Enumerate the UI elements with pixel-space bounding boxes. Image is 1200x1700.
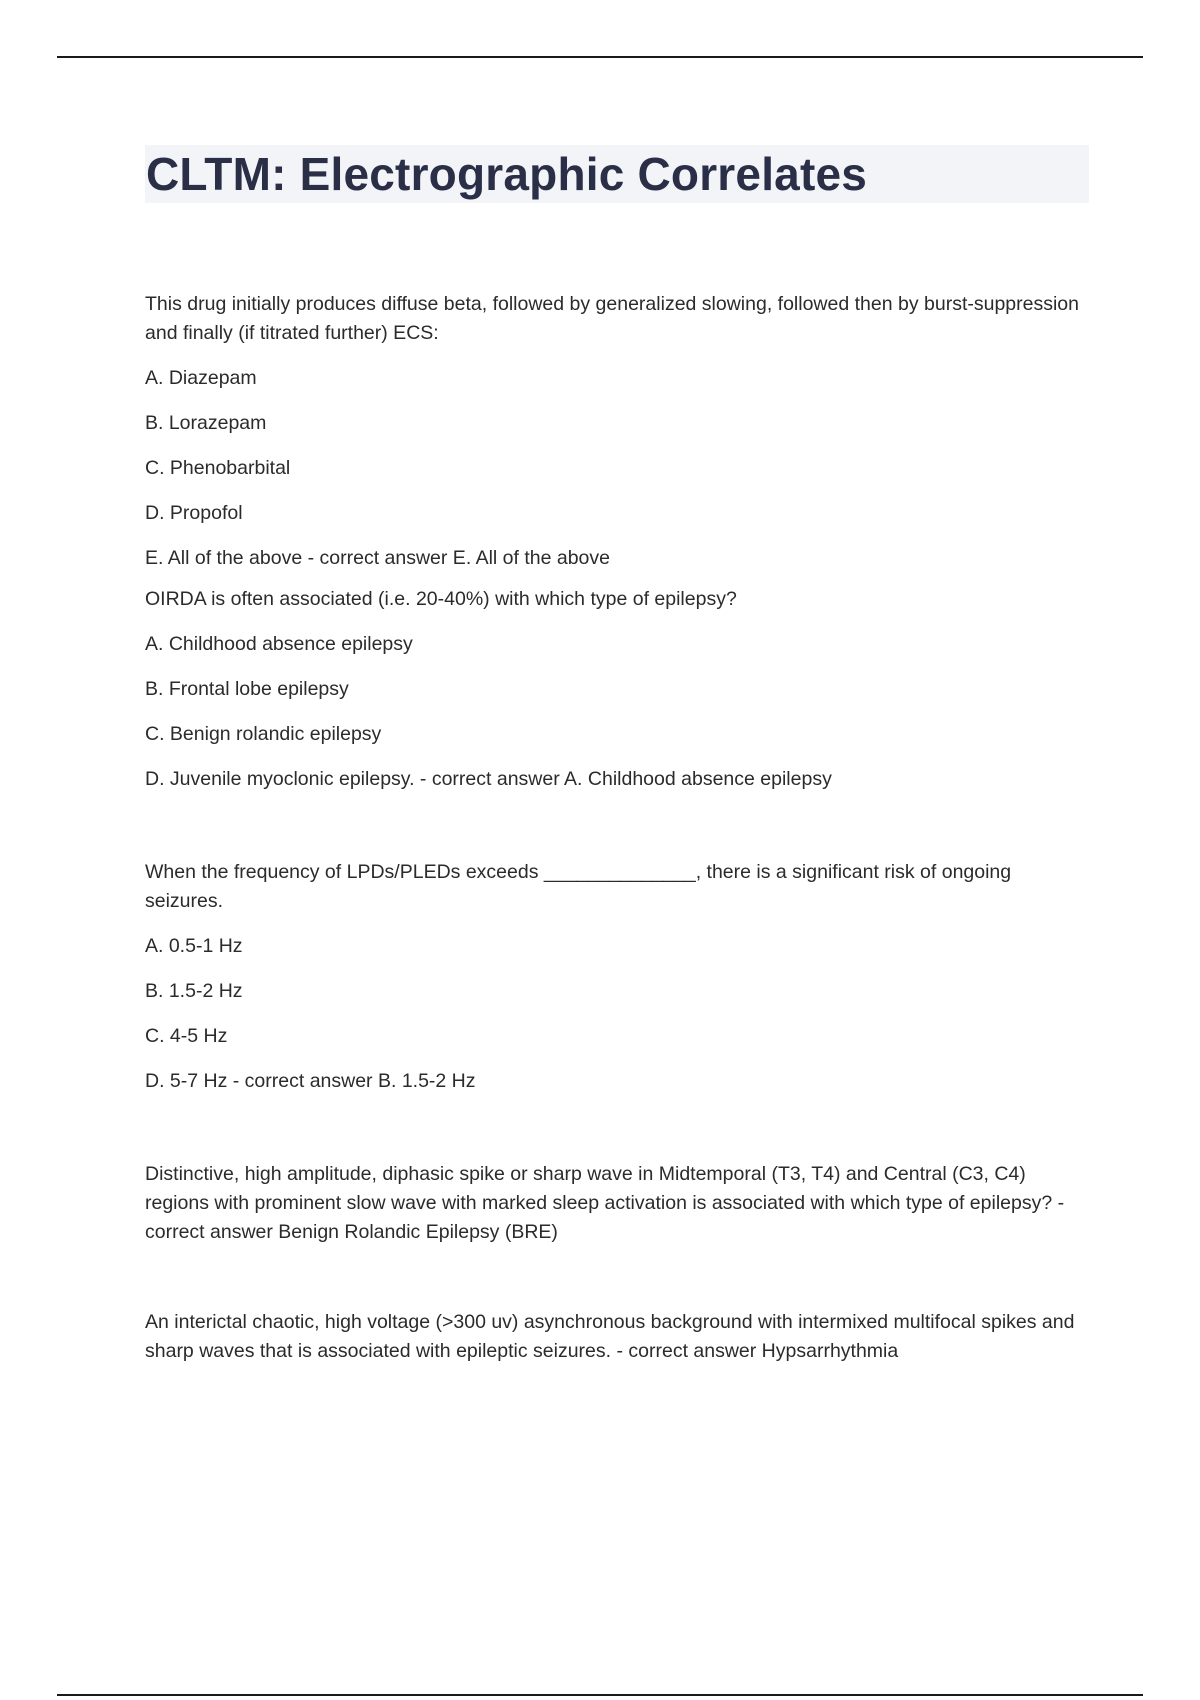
question-2: [145, 585, 1090, 858]
document-body: [145, 290, 1090, 1382]
question-1: [145, 290, 1090, 585]
answer-option: C. Phenobarbital: [145, 457, 291, 479]
question-text: This drug initially produces diffuse beta, followed by generalized slowing, followed then by burst-suppression and finally (if titrated further) ECS:: [145, 293, 1080, 344]
answer-option: A. Childhood absence epilepsy: [145, 633, 413, 655]
answer-option: C. Benign rolandic epilepsy: [145, 723, 382, 745]
question-text: OIRDA is often associated (i.e. 20-40%) with which type of epilepsy?: [145, 588, 737, 610]
answer-option: D. Juvenile myoclonic epilepsy. - correct answer A. Childhood absence epilepsy: [145, 768, 832, 790]
top-rule: [57, 56, 1143, 58]
answer-option: B. Frontal lobe epilepsy: [145, 678, 349, 700]
question-text: When the frequency of LPDs/PLEDs exceeds ______________, there is a significant risk of ongoing seizures.: [145, 861, 1012, 912]
answer-option: B. Lorazepam: [145, 412, 267, 434]
question-3: [145, 858, 1090, 1160]
answer-option: C. 4-5 Hz: [145, 1025, 228, 1047]
question-5: [145, 1308, 1090, 1366]
answer-option: A. Diazepam: [145, 367, 257, 389]
answer-option: B. 1.5-2 Hz: [145, 980, 243, 1002]
question-text: Distinctive, high amplitude, diphasic spike or sharp wave in Midtemporal (T3, T4) and Central (C3, C4) regions with prominent slow wave with marked sleep activation is associated with which type of epilepsy? - correct answer Benign Rolandic Epilepsy (BRE): [145, 1163, 1065, 1243]
answer-option: A. 0.5-1 Hz: [145, 935, 243, 957]
question-text: An interictal chaotic, high voltage (>300 uv) asynchronous background with intermixed multifocal spikes and sharp waves that is associated with epileptic seizures. - correct answer Hypsarrhythmia: [145, 1311, 1075, 1362]
bottom-rule: [57, 1694, 1143, 1696]
answer-option: D. 5-7 Hz - correct answer B. 1.5-2 Hz: [145, 1070, 476, 1092]
answer-option: E. All of the above - correct answer E. All of the above: [145, 547, 611, 569]
answer-option: D. Propofol: [145, 502, 243, 524]
question-4: [145, 1160, 1090, 1308]
page-title: CLTM: Electrographic Correlates: [146, 148, 868, 200]
